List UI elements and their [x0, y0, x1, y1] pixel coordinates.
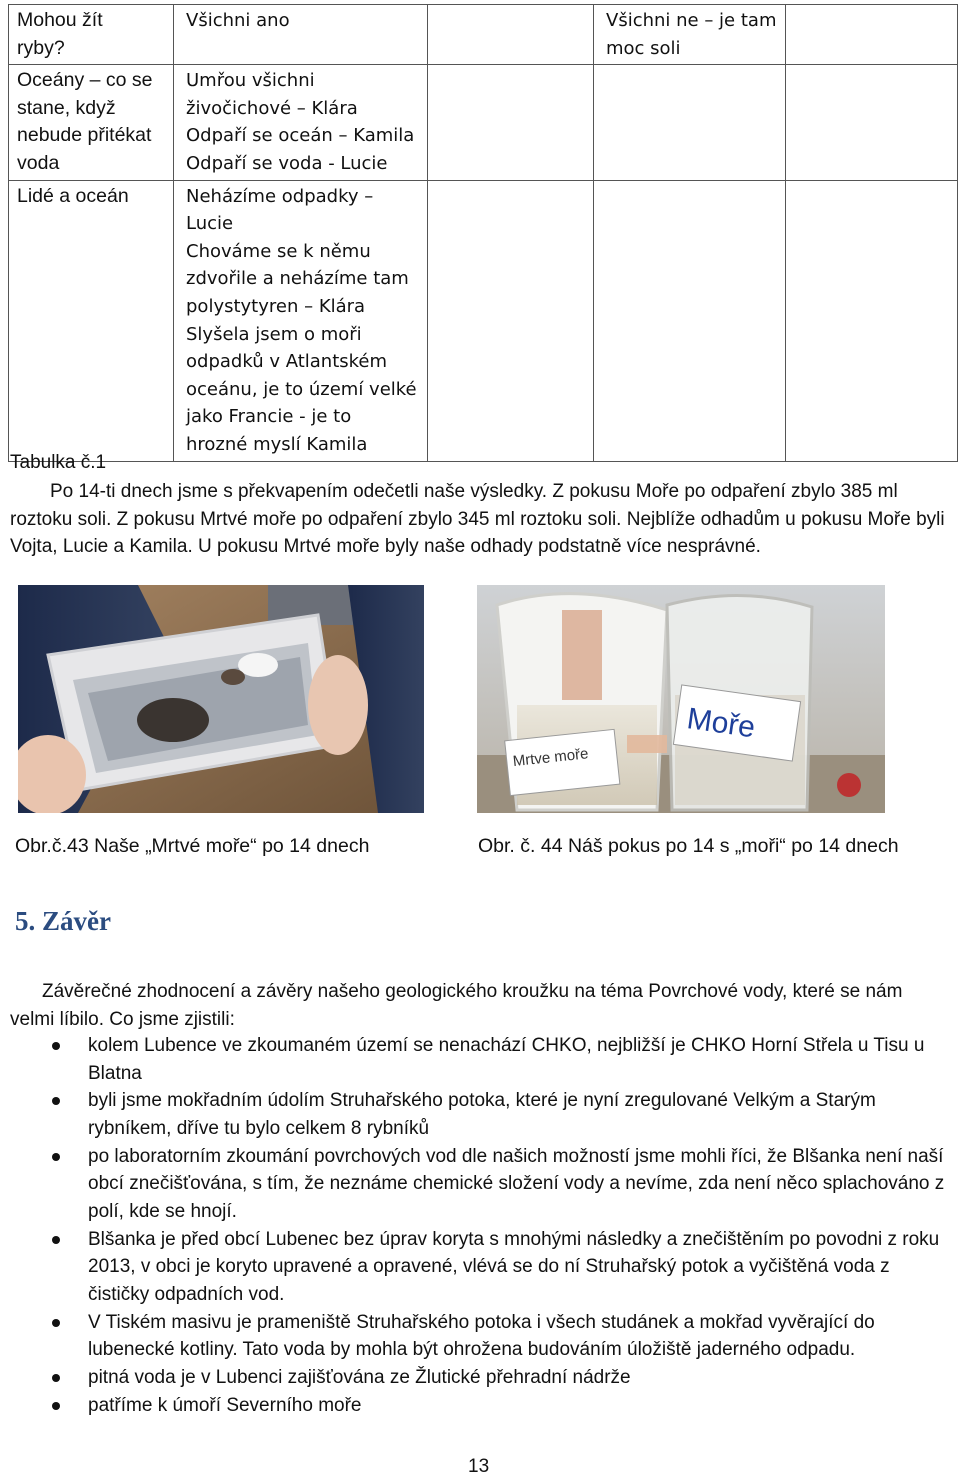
bullet-icon: [52, 1042, 60, 1050]
list-item: [10, 1364, 950, 1392]
bullet-icon: [52, 1402, 60, 1410]
table-row: [9, 65, 958, 180]
figure-caption-43: Obr.č.43 Naše „Mrtvé moře“ po 14 dnech: [15, 835, 370, 857]
table-cell: [594, 65, 786, 180]
bullet-icon: [52, 1319, 60, 1327]
page-number: 13: [468, 1456, 490, 1477]
bullet-icon: [52, 1097, 60, 1105]
results-table: [8, 4, 958, 462]
table-cell: [428, 65, 594, 180]
bullet-icon: [52, 1374, 60, 1382]
table-cell: [594, 180, 786, 461]
table-cell: Umřou všichni živočichové – Klára Odpaří se oceán – Kamila Odpaří se voda - Lucie: [174, 65, 428, 180]
dead-sea-photo-illustration: [18, 585, 424, 813]
list-item-text: po laboratorním zkoumání povrchových vod dle našich možností jsme mohli říci, že Blšanka není naší obcí znečišťována, s tím, že neznáme chemické složení vody a nevíme, zda není něco splachováno z polí, kde se hnojí.: [88, 1145, 945, 1222]
list-item-text: V Tiském masivu je prameniště Struhařského potoka i všech studánek a mokřad vyvěrající do lubenecké kotliny. Tato voda by mohla být ohrožena budováním úložiště jaderného odpadu.: [88, 1311, 875, 1361]
list-item-text: Blšanka je před obcí Lubenec bez úprav koryta s mnohými následky a znečištěním po povodni z roku 2013, v obci je koryto upravené a opravené, vlévá se do ní Struhařský potok a vyčištěná voda z čističky odpadních vod.: [88, 1228, 940, 1305]
photo-dead-sea: [18, 585, 424, 813]
table-cell: Lidé a oceán: [9, 180, 174, 461]
table-cell: Všichni ano: [174, 5, 428, 65]
bullet-icon: [52, 1236, 60, 1244]
list-item: [10, 1309, 950, 1364]
results-paragraph: Po 14-ti dnech jsme s překvapením odečetli naše výsledky. Z pokusu Moře po odpaření zbylo 385 ml roztoku soli. Z pokusu Mrtvé moře po odpaření zbylo 345 ml roztoku soli. Nejblíže odhadům u pokusu Moře byli Vojta, Lucie a Kamila. U pokusu Mrtvé moře byly naše odhady podstatně více nesprávné.: [10, 481, 945, 558]
beakers-photo-illustration: [477, 585, 885, 813]
beaker-label-mrtve: Mrtve moře: [512, 745, 590, 771]
section-heading: 5. Závěr: [15, 906, 111, 936]
list-item-text: byli jsme mokřadním údolím Struhařského potoka, které je nyní zregulované Velkým a Starým rybníkem, dříve tu bylo celkem 8 rybníků: [88, 1090, 876, 1139]
table-row: [9, 180, 958, 461]
table-cell: Oceány – co se stane, když nebude přitékat voda: [9, 65, 174, 180]
table-caption: Tabulka č.1: [10, 452, 107, 473]
table-cell: [786, 5, 958, 65]
table-cell: [786, 65, 958, 180]
table-cell: [428, 5, 594, 65]
list-item-text: patříme k úmoří Severního moře: [88, 1394, 362, 1416]
table-cell: Neházíme odpadky – Lucie Chováme se k němu zdvořile a neházíme tam polystytyren – Klára Slyšela jsem o moři odpadků v Atlantském oceánu, je to území velké jako Francie - je to hrozné myslí Kamila: [174, 180, 428, 461]
table-cell: Mohou žít ryby?: [9, 5, 174, 65]
beaker-label-more: Moře: [684, 702, 758, 745]
photo-beakers: [477, 585, 885, 813]
list-item-text: kolem Lubence ve zkoumaném území se nenachází CHKO, nejbližší je CHKO Horní Střela u Tisu u Blatna: [88, 1035, 925, 1084]
table-cell: [428, 180, 594, 461]
table-cell: [786, 180, 958, 461]
table-cell: Všichni ne – je tam moc soli: [594, 5, 786, 65]
list-item: [10, 1143, 950, 1226]
list-item: [10, 1087, 950, 1142]
conclusion-intro: Závěrečné zhodnocení a závěry našeho geologického kroužku na téma Povrchové vody, které se nám velmi líbilo. Co jsme zjistili:: [10, 981, 903, 1030]
list-item: [10, 1032, 950, 1087]
table-row: [9, 5, 958, 65]
list-item-text: pitná voda je v Lubenci zajišťována ze Žlutické přehradní nádrže: [88, 1367, 631, 1389]
bullet-icon: [52, 1153, 60, 1161]
list-item: [10, 1392, 950, 1420]
figure-caption-44: Obr. č. 44 Náš pokus po 14 s „moři“ po 14 dnech: [478, 835, 899, 857]
conclusion-list: [10, 1032, 950, 1420]
list-item: [10, 1226, 950, 1309]
